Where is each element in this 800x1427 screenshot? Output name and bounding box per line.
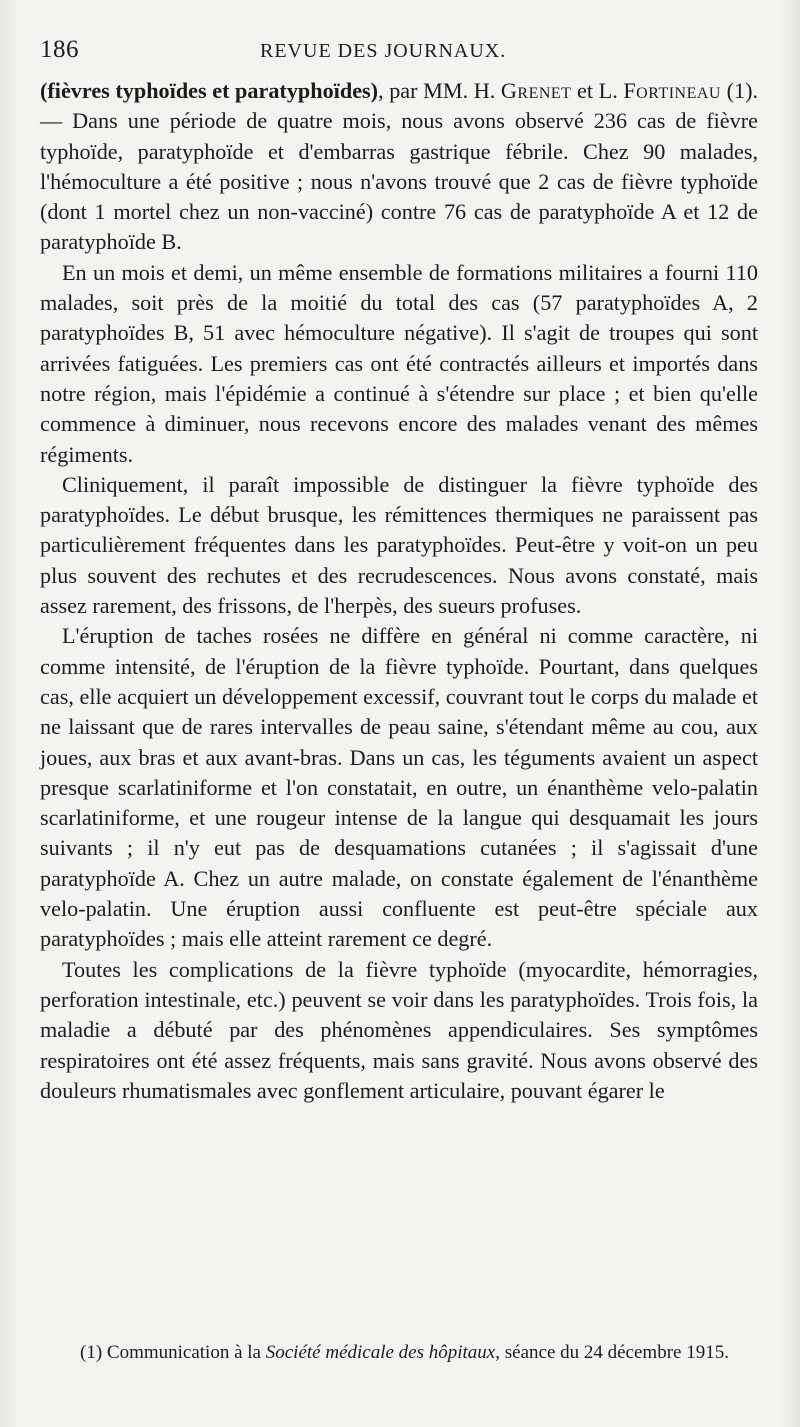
article-title: (fièvres typhoïdes et paratyphoïdes) (40, 78, 379, 103)
paragraph: Toutes les complications de la fièvre typhoïde (myocardite, hémorragies, perforation intestinale, etc.) peuvent se voir dans les paratyphoïdes. Trois fois, la maladie a débuté par des phénomènes appendiculaires. Ses symptômes respiratoires ont été assez fréquents, mais sans gravité. Nous avons observé des douleurs rhumatismales avec gonflement articulaire, pouvant égarer le (40, 956, 758, 1103)
footnote (40, 1340, 758, 1366)
paragraph: En un mois et demi, un même ensemble de formations militaires a fourni 110 malades, soit près de la moitié du total des cas (57 paratyphoïdes A, 2 paratyphoïdes B, 51 avec hémoculture négative). Il s'agit de troupes qui sont arrivées fatiguées. Les premiers cas ont été contractés ailleurs et importés dans notre région, mais l'épidémie a continué à s'étendre sur place ; et bien qu'elle commence à diminuer, nous recevons encore des malades venant des mêmes régiments. (40, 259, 758, 467)
paragraph: Cliniquement, il paraît impossible de distinguer la fièvre typhoïde des paratyphoïdes. Le début brusque, les rémittences thermiques ne paraissent pas particulièrement fréquentes dans les paratyphoïdes. Peut-être y voit-on un peu plus souvent des rechutes et des recrudescences. Nous avons constaté, mais assez rarement, des frissons, de l'herpès, des sueurs profuses. (40, 471, 758, 619)
byline-conjunction: et L. (571, 78, 624, 103)
byline-text: , par MM. H. (378, 78, 501, 103)
footnote-society: Société médicale des hôpitaux (265, 1342, 496, 1363)
paragraph: L'éruption de taches rosées ne diffère en général ni comme caractère, ni comme intensité, de l'éruption de la fièvre typhoïde. Pourtant, dans quelques cas, elle acquiert un développement excessif, couvrant tout le corps du malade et ne laissant que de rares intervalles de peau saine, s'étendant même au cou, aux joues, aux bras et aux avant-bras. Dans un cas, les téguments avaient un aspect presque scarlatiniforme et l'on constatait, en outre, un énanthème velo-palatin scarlatiniforme, et une rougeur intense de la langue qui desquamait les jours suivants ; il n'y eut pas de desquamations cutanées ; il s'agissait d'une paratyphoïde A. Chez un autre malade, on constate également de l'énanthème velo-palatin. Une éruption aussi confluente est peut-être spéciale aux paratyphoïdes ; mais elle atteint rarement ce degré. (40, 623, 758, 952)
page-number: 186 (40, 36, 79, 63)
journal-title: REVUE DES JOURNAUX. (260, 40, 507, 62)
author-name: Fortineau (623, 78, 721, 103)
lead-text: (1). — Dans une période de quatre mois, nous avons observé 236 cas de fièvre typhoïde, paratyphoïde et d'embarras gastrique fébrile. Chez 90 malades, l'hémoculture a été positive ; nous n'avons trouvé que 2 cas de fièvre typhoïde (dont 1 mortel chez un non-vacciné) contre 76 cas de paratyphoïde A et 12 de paratyphoïde B. (40, 78, 759, 255)
author-name: Grenet (500, 78, 572, 103)
footnote-prefix: (1) Communication à la (80, 1342, 266, 1363)
running-header (40, 36, 758, 70)
footnote-suffix: , séance du 24 décembre 1915. (495, 1342, 729, 1363)
article-body (40, 76, 758, 1106)
lead-paragraph (40, 76, 758, 258)
